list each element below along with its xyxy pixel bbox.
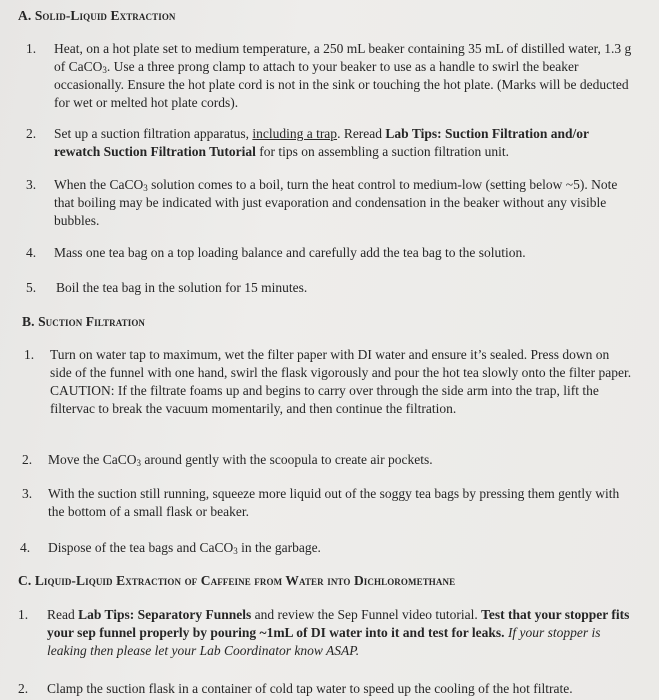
- section-b-heading: B. Suction Filtration: [22, 314, 146, 329]
- trap-note: including a trap: [252, 126, 338, 141]
- separatory-funnel-tips-ref: Lab Tips: Separatory Funnels: [78, 607, 252, 622]
- suction-filtration-tips-ref: Lab Tips: Suction Filtration and/or rewatch Suction Filtration Tutorial: [54, 126, 589, 159]
- section-c-heading: C. Liquid-Liquid Extraction of Caffeine from Water into Dichloromethane: [18, 573, 456, 588]
- stopper-leak-test: Test that your stopper fits your sep funnel properly by pouring ~1mL of DI water into it and test for leaks.: [47, 607, 630, 640]
- leak-notice: If your stopper is leaking then please let your Lab Coordinator know ASAP.: [47, 625, 601, 658]
- procedure-page: A. Solid-Liquid Extraction 1. Heat, on a hot plate set to medium temperature, a 250 mL beaker containing 35 mL of distilled water, 1.3 g of CaCO$_3$. Use a three prong clamp to attach to your beaker to use as a handle to swirl the beaker occasionally. Ensure the hot plate cord is not in the sink or touching the hot plate. (Marks will be deducted for wet or melted hot plate cords). 2. Set up a suction filtration apparatus, including a trap. Reread Lab Tips: Suction Filtration and/or rewatch Suction Filtration Tutorial for tips on assembling a suction filtration unit. 3. When the CaCO$_3$ solution comes to a boil, turn the heat control to medium-low (setting below ~5). Note that boiling may be indicated with just evaporation and condensation in the beaker without any visible bubbles. 4. Mass one tea bag on a top loading balance and carefully add the tea bag to the solution. 5. Boil the tea bag in the solution for 15 minutes. B. Suction Filtration 1. Turn on water tap to maximum, wet the filter paper with DI water and ensure it’s sealed. Press down on side of the funnel with one hand, swirl the flask vigorously and pour the hot tea slowly onto the filter paper. CAUTION: If the filtrate foams up and begins to carry over through the side arm into the trap, lift the filtervac to break the vacuum momentarily, and then continue the filtration. 2. Move the CaCO$_3$ around gently with the scoopula to create air pockets. 3. With the suction still running, squeeze more liquid out of the soggy tea bags by pressing them gently with the bottom of a small flask or beaker. 4. Dispose of the tea bags and CaCO$_3$ in the garbage. C. Liquid-Liquid Extraction of Caffeine from Water into Dichloromethane 1. Read Lab Tips: Separatory Funnels and review the Sep Funnel video tutorial. Test that your stopper fits your sep funnel properly by pouring ~1mL of DI water into it and test for leaks. If your stopper is leaking then please let your Lab Coordinator know ASAP. 2. Clamp the suction flask in a container of cold tap water to speed up the cooling of the hot filtrate.: [18, 8, 632, 696]
- section-a-heading: A. Solid-Liquid Extraction: [18, 8, 176, 23]
